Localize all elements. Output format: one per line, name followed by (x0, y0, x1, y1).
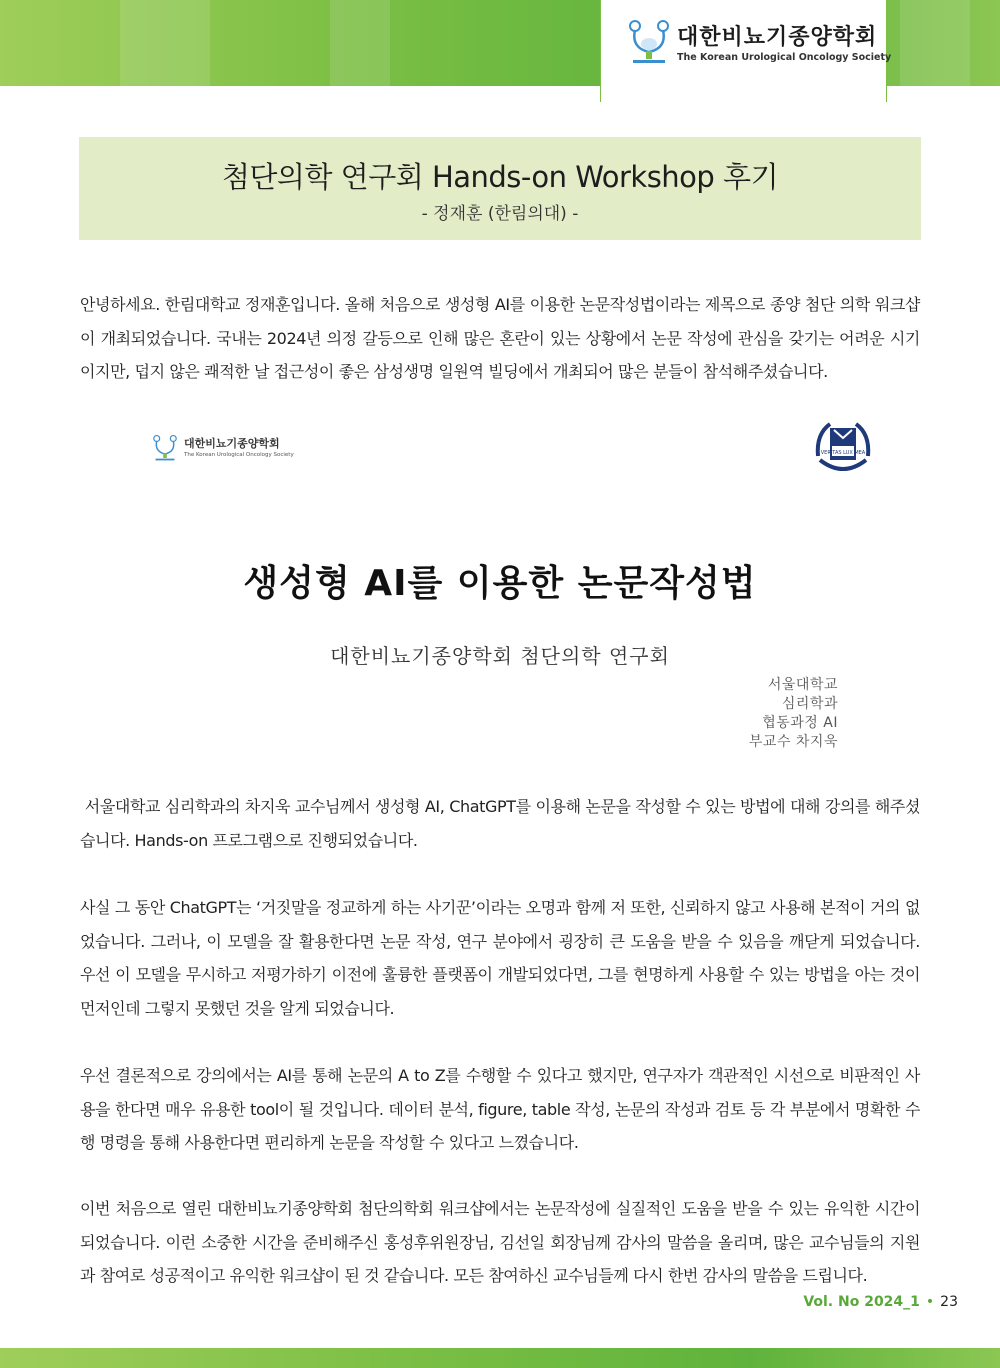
presenter-line: 서울대학교 (767, 677, 838, 693)
paragraph-lecture: 서울대학교 심리학과의 차지욱 교수님께서 생성형 AI, ChatGPT를 이용해 논문을 작성할 수 있는 방법에 대해 강의를 해주셨습니다. Hands-on 프로그램으로 진행되었습니다. (80, 797, 921, 850)
slide-title: 생성형 AI를 이용한 논문작성법 (243, 563, 757, 604)
presenter-info (749, 676, 838, 752)
paragraph-conclusion: 우선 결론적으로 강의에서는 AI를 통해 논문의 A to Z를 수행할 수 있다고 했지만, 연구자가 객관적인 시선으로 비판적인 사용을 한다면 매우 유용한 tool이 될 것입니다. 데이터 분석, figure, table 작성, 논문의 작성과 검토 등 각 부분에서 명확한 수행 명령을 통해 사용한다면 편리하게 논문을 작성할 수 있다고 느꼈습니다. (80, 1066, 920, 1152)
article-author: - 정재훈 (한림의대) - (421, 204, 579, 224)
presenter-line: 부교수 차지욱 (748, 734, 838, 750)
slide-logo-name-ko: 대한비뇨기종양학회 (184, 437, 280, 450)
volume-number: Vol. No 2024_1 (803, 1294, 920, 1310)
snu-emblem-icon (812, 416, 874, 478)
paragraph-chatgpt: 사실 그 동안 ChatGPT는 ‘거짓말을 정교하게 하는 사기꾼’이라는 오명과 함께 저 또한, 신뢰하지 않고 사용해 본적이 거의 없었습니다. 그러나, 이 모델을 잘 활용한다면 논문 작성, 연구 분야에서 굉장히 큰 도움을 받을 수 있음을 깨닫게 되었습니다. 우선 이 모델을 무시하고 저평가하기 이전에 훌륭한 플랫폼이 개발되었다면, 그를 현명하게 사용할 수 있는 방법을 아는 것이 먼저인데 그렇지 못했던 것을 알게 되었습니다. (80, 898, 920, 1018)
article-title-box (79, 137, 921, 240)
article-title: 첨단의학 연구회 Hands-on Workshop 후기 (221, 160, 779, 194)
presenter-line: 협동과정 AI (762, 715, 838, 731)
page-footer (803, 1294, 958, 1310)
page-number: 23 (940, 1294, 958, 1310)
society-logo-icon (627, 18, 671, 66)
society-name-en: The Korean Urological Oncology Society (677, 52, 892, 63)
slide-subtitle: 대한비뇨기종양학회 첨단의학 연구회 (330, 644, 670, 668)
society-logo-tab (600, 0, 892, 102)
paragraph-thanks: 이번 처음으로 열린 대한비뇨기종양학회 첨단의학회 워크샵에서는 논문작성에 실질적인 도움을 받을 수 있는 유익한 시간이 되었습니다. 이런 소중한 시간을 준비해주신 홍성후위원장님, 김선일 회장님께 감사의 말씀을 올리며, 많은 교수님들의 지원과 참여로 성공적이고 유익한 워크샵이 된 것 같습니다. 모든 참여하신 교수님들께 다시 한번 감사의 말씀을 드립니다. (80, 1199, 920, 1285)
paragraph-intro: 안녕하세요. 한림대학교 정재훈입니다. 올해 처음으로 생성형 AI를 이용한 논문작성법이라는 제목으로 종양 첨단 의학 워크샵이 개최되었습니다. 국내는 2024년 의정 갈등으로 인해 많은 혼란이 있는 상황에서 논문 작성에 관심을 갖기는 어려운 시기이지만, 덥지 않은 쾌적한 날 접근성이 좋은 삼성생명 일원역 빌딩에서 개최되어 많은 분들이 참석해주셨습니다. (80, 295, 920, 381)
presenter-line: 심리학과 (781, 696, 838, 712)
snu-emblem-motto: VERITAS LUX MEA (820, 450, 866, 456)
footer-separator: • (925, 1294, 935, 1310)
society-logo-icon (152, 432, 178, 464)
society-name-ko: 대한비뇨기종양학회 (677, 25, 878, 50)
slide-society-logo (152, 430, 312, 466)
bottom-footer-band (0, 1348, 1000, 1368)
slide-logo-name-en: The Korean Urological Oncology Society (184, 452, 294, 458)
